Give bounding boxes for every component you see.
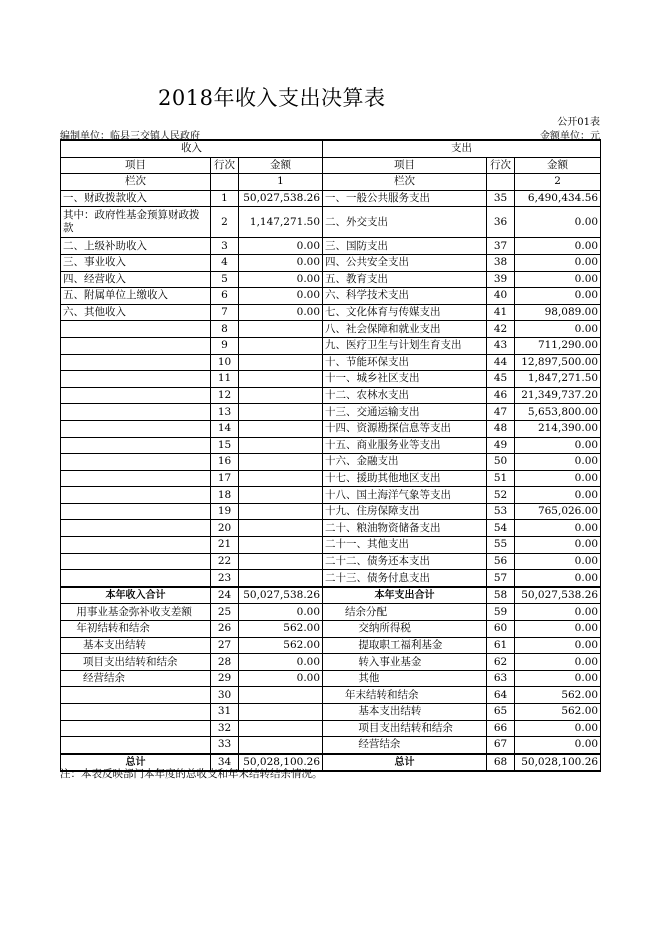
income-item	[61, 354, 211, 371]
income-amount: 0.00	[239, 670, 323, 687]
income-item: 项目支出结转和结余	[61, 654, 211, 671]
income-item	[61, 487, 211, 504]
expense-line-no: 47	[487, 404, 515, 421]
income-amount	[239, 404, 323, 421]
income-amount	[239, 704, 323, 721]
income-line-no: 31	[211, 704, 239, 721]
income-amount	[239, 470, 323, 487]
table-row	[61, 470, 601, 487]
income-line-no: 14	[211, 420, 239, 437]
expense-line-no: 53	[487, 503, 515, 520]
income-line-no: 18	[211, 487, 239, 504]
expense-item: 一、一般公共服务支出	[323, 190, 487, 207]
column-index-row	[61, 174, 601, 191]
table-row	[61, 670, 601, 687]
income-amount	[239, 321, 323, 338]
expense-section-header: 支出	[323, 140, 601, 157]
expense-line-no: 37	[487, 238, 515, 255]
expense-item: 十二、农林水支出	[323, 387, 487, 404]
expense-item: 转入事业基金	[323, 654, 487, 671]
table-row	[61, 720, 601, 737]
expense-item: 八、社会保障和就业支出	[323, 321, 487, 338]
income-amount	[239, 737, 323, 754]
expense-item: 十三、交通运输支出	[323, 404, 487, 421]
expense-item: 十、节能环保支出	[323, 354, 487, 371]
income-line-no: 6	[211, 288, 239, 305]
income-line-no: 25	[211, 604, 239, 621]
expense-line-no: 56	[487, 553, 515, 570]
expense-item: 三、国防支出	[323, 238, 487, 255]
expense-amount: 0.00	[515, 670, 601, 687]
income-amount: 50,028,100.26	[239, 754, 323, 772]
expense-line-no: 55	[487, 537, 515, 554]
expense-item: 结余分配	[323, 604, 487, 621]
income-line-no: 7	[211, 304, 239, 321]
expense-amount-header: 金额	[515, 157, 601, 174]
expense-item: 提取职工福利基金	[323, 637, 487, 654]
income-amount: 0.00	[239, 604, 323, 621]
income-amount: 0.00	[239, 271, 323, 288]
expense-item: 基本支出结转	[323, 704, 487, 721]
expense-item: 二十二、债务还本支出	[323, 553, 487, 570]
income-amount	[239, 687, 323, 704]
income-line-no: 3	[211, 238, 239, 255]
table-row	[61, 454, 601, 471]
income-item-header: 项目	[61, 157, 211, 174]
expense-amount: 5,653,800.00	[515, 404, 601, 421]
income-line-no: 15	[211, 437, 239, 454]
income-amount: 1,147,271.50	[239, 207, 323, 238]
expense-item: 本年支出合计	[323, 587, 487, 604]
expense-amount: 0.00	[515, 537, 601, 554]
expense-line-no: 39	[487, 271, 515, 288]
income-amount: 50,027,538.26	[239, 587, 323, 604]
income-amount	[239, 720, 323, 737]
expense-item: 交纳所得税	[323, 621, 487, 638]
expense-amount: 0.00	[515, 271, 601, 288]
income-col-index: 1	[239, 174, 323, 191]
income-amount: 0.00	[239, 654, 323, 671]
income-amount	[239, 487, 323, 504]
expense-col-label: 栏次	[323, 174, 487, 191]
income-item	[61, 387, 211, 404]
income-item	[61, 454, 211, 471]
expense-item: 二十、粮油物资储备支出	[323, 520, 487, 537]
income-item	[61, 553, 211, 570]
income-line-no: 28	[211, 654, 239, 671]
expense-line-no: 64	[487, 687, 515, 704]
table-row	[61, 704, 601, 721]
income-amount	[239, 570, 323, 587]
expense-amount: 12,897,500.00	[515, 354, 601, 371]
income-line-no: 19	[211, 503, 239, 520]
expense-item: 二、外交支出	[323, 207, 487, 238]
expense-line-no: 58	[487, 587, 515, 604]
expense-amount: 0.00	[515, 454, 601, 471]
expense-amount: 711,290.00	[515, 337, 601, 354]
expense-line-no: 59	[487, 604, 515, 621]
compiling-unit: 编制单位：临县三交镇人民政府	[60, 131, 200, 142]
expense-item: 十九、住房保障支出	[323, 503, 487, 520]
income-line-no: 30	[211, 687, 239, 704]
expense-amount: 50,028,100.26	[515, 754, 601, 772]
table-row	[61, 288, 601, 305]
table-row	[61, 621, 601, 638]
expense-item: 年末结转和结余	[323, 687, 487, 704]
income-item	[61, 520, 211, 537]
income-amount	[239, 537, 323, 554]
expense-item: 十一、城乡社区支出	[323, 371, 487, 388]
table-row	[61, 238, 601, 255]
expense-line-no: 49	[487, 437, 515, 454]
expense-line-no: 54	[487, 520, 515, 537]
amount-unit: 金额单位：元	[540, 131, 600, 142]
income-amount	[239, 503, 323, 520]
expense-amount: 0.00	[515, 207, 601, 238]
income-amount	[239, 454, 323, 471]
income-item: 基本支出结转	[61, 637, 211, 654]
expense-line-no: 61	[487, 637, 515, 654]
expense-line-no: 46	[487, 387, 515, 404]
income-amount: 0.00	[239, 254, 323, 271]
table-row	[61, 604, 601, 621]
income-expense-table	[60, 139, 601, 772]
income-line-no: 4	[211, 254, 239, 271]
income-line-no: 23	[211, 570, 239, 587]
expense-line-no: 38	[487, 254, 515, 271]
footnote: 注：本表反映部门本年度的总收支和年末结转结余情况。	[60, 768, 323, 780]
expense-amount: 0.00	[515, 321, 601, 338]
expense-amount: 214,390.00	[515, 420, 601, 437]
expense-line-no: 65	[487, 704, 515, 721]
column-header-row	[61, 157, 601, 174]
expense-line-no: 51	[487, 470, 515, 487]
expense-line-no: 36	[487, 207, 515, 238]
expense-line-no: 57	[487, 570, 515, 587]
income-section-header: 收入	[61, 140, 323, 157]
expense-line-no: 43	[487, 337, 515, 354]
section-header-row	[61, 140, 601, 157]
income-line-no: 11	[211, 371, 239, 388]
expense-amount: 562.00	[515, 687, 601, 704]
income-item	[61, 337, 211, 354]
expense-line-no: 42	[487, 321, 515, 338]
expense-amount: 765,026.00	[515, 503, 601, 520]
income-item: 四、经营收入	[61, 271, 211, 288]
table-row	[61, 254, 601, 271]
income-line-no: 2	[211, 207, 239, 238]
income-item: 用事业基金弥补收支差额	[61, 604, 211, 621]
expense-line-no: 52	[487, 487, 515, 504]
income-item	[61, 420, 211, 437]
income-line-no: 32	[211, 720, 239, 737]
income-item	[61, 371, 211, 388]
income-item	[61, 570, 211, 587]
income-line-no: 1	[211, 190, 239, 207]
table-row	[61, 190, 601, 207]
expense-amount: 0.00	[515, 254, 601, 271]
income-amount-header: 金额	[239, 157, 323, 174]
income-amount	[239, 387, 323, 404]
page-title: 2018年收入支出决算表	[158, 86, 386, 110]
income-line-no: 17	[211, 470, 239, 487]
expense-line-no: 50	[487, 454, 515, 471]
table-row	[61, 654, 601, 671]
income-line-no: 34	[211, 754, 239, 772]
income-amount: 0.00	[239, 288, 323, 305]
expense-item: 四、公共安全支出	[323, 254, 487, 271]
expense-amount: 0.00	[515, 238, 601, 255]
expense-line-no: 35	[487, 190, 515, 207]
expense-line-header: 行次	[487, 157, 515, 174]
table-row	[61, 637, 601, 654]
expense-amount: 0.00	[515, 553, 601, 570]
expense-amount: 0.00	[515, 604, 601, 621]
income-item: 二、上级补助收入	[61, 238, 211, 255]
table-row	[61, 437, 601, 454]
income-line-no: 33	[211, 737, 239, 754]
income-amount	[239, 354, 323, 371]
income-line-no: 26	[211, 621, 239, 638]
table-row	[61, 371, 601, 388]
expense-item-header: 项目	[323, 157, 487, 174]
income-amount	[239, 371, 323, 388]
expense-item: 二十三、债务付息支出	[323, 570, 487, 587]
expense-line-no: 68	[487, 754, 515, 772]
expense-item: 十七、援助其他地区支出	[323, 470, 487, 487]
income-amount	[239, 420, 323, 437]
table-row	[61, 207, 601, 238]
income-col-line-index	[211, 174, 239, 191]
income-amount: 0.00	[239, 238, 323, 255]
income-line-no: 5	[211, 271, 239, 288]
expense-line-no: 45	[487, 371, 515, 388]
expense-col-index: 2	[515, 174, 601, 191]
table-row	[61, 487, 601, 504]
income-line-no: 22	[211, 553, 239, 570]
expense-amount: 0.00	[515, 437, 601, 454]
income-item: 年初结转和结余	[61, 621, 211, 638]
income-line-no: 16	[211, 454, 239, 471]
expense-line-no: 62	[487, 654, 515, 671]
income-item: 经营结余	[61, 670, 211, 687]
expense-item: 经营结余	[323, 737, 487, 754]
income-line-no: 27	[211, 637, 239, 654]
income-line-no: 20	[211, 520, 239, 537]
income-item: 三、事业收入	[61, 254, 211, 271]
table-row	[61, 387, 601, 404]
expense-line-no: 60	[487, 621, 515, 638]
table-row	[61, 271, 601, 288]
income-amount: 562.00	[239, 621, 323, 638]
table-row	[61, 520, 601, 537]
expense-amount: 0.00	[515, 470, 601, 487]
income-item	[61, 321, 211, 338]
expense-amount: 0.00	[515, 570, 601, 587]
income-item	[61, 720, 211, 737]
income-item	[61, 704, 211, 721]
income-item	[61, 404, 211, 421]
expense-amount: 0.00	[515, 737, 601, 754]
income-amount	[239, 437, 323, 454]
income-amount	[239, 520, 323, 537]
expense-amount: 6,490,434.56	[515, 190, 601, 207]
expense-line-no: 41	[487, 304, 515, 321]
income-item	[61, 470, 211, 487]
income-line-no: 13	[211, 404, 239, 421]
income-amount: 50,027,538.26	[239, 190, 323, 207]
expense-item: 九、医疗卫生与计划生育支出	[323, 337, 487, 354]
income-item	[61, 737, 211, 754]
income-line-no: 9	[211, 337, 239, 354]
expense-item: 十八、国土海洋气象等支出	[323, 487, 487, 504]
expense-amount: 0.00	[515, 720, 601, 737]
expense-col-line-index	[487, 174, 515, 191]
income-item: 本年收入合计	[61, 587, 211, 604]
table-row	[61, 420, 601, 437]
income-item	[61, 537, 211, 554]
income-item: 一、财政拨款收入	[61, 190, 211, 207]
expense-line-no: 67	[487, 737, 515, 754]
income-item: 总计	[61, 754, 211, 772]
table-row	[61, 304, 601, 321]
income-item	[61, 503, 211, 520]
income-line-no: 21	[211, 537, 239, 554]
table-row	[61, 737, 601, 754]
expense-item: 十五、商业服务业等支出	[323, 437, 487, 454]
table-row	[61, 570, 601, 587]
expense-item: 总计	[323, 754, 487, 772]
expense-item: 十六、金融支出	[323, 454, 487, 471]
expense-item: 项目支出结转和结余	[323, 720, 487, 737]
income-item	[61, 687, 211, 704]
expense-amount: 21,349,737.20	[515, 387, 601, 404]
expense-amount: 98,089.00	[515, 304, 601, 321]
income-line-header: 行次	[211, 157, 239, 174]
expense-amount: 1,847,271.50	[515, 371, 601, 388]
form-number: 公开01表	[557, 117, 600, 128]
income-line-no: 24	[211, 587, 239, 604]
expense-amount: 0.00	[515, 520, 601, 537]
income-item: 六、其他收入	[61, 304, 211, 321]
table-row	[61, 687, 601, 704]
expense-line-no: 48	[487, 420, 515, 437]
income-amount: 0.00	[239, 304, 323, 321]
expense-item: 六、科学技术支出	[323, 288, 487, 305]
expense-amount: 50,027,538.26	[515, 587, 601, 604]
income-line-no: 10	[211, 354, 239, 371]
expense-item: 十四、资源勘探信息等支出	[323, 420, 487, 437]
expense-line-no: 66	[487, 720, 515, 737]
table-row	[61, 587, 601, 604]
expense-item: 二十一、其他支出	[323, 537, 487, 554]
expense-line-no: 40	[487, 288, 515, 305]
expense-line-no: 44	[487, 354, 515, 371]
income-col-label: 栏次	[61, 174, 211, 191]
income-amount	[239, 337, 323, 354]
income-line-no: 12	[211, 387, 239, 404]
expense-amount: 0.00	[515, 654, 601, 671]
expense-line-no: 63	[487, 670, 515, 687]
table-row	[61, 404, 601, 421]
table-row	[61, 503, 601, 520]
table-row	[61, 354, 601, 371]
income-amount	[239, 553, 323, 570]
income-item: 其中：政府性基金预算财政拨款	[61, 207, 211, 238]
table-row	[61, 337, 601, 354]
expense-item: 七、文化体育与传媒支出	[323, 304, 487, 321]
income-amount: 562.00	[239, 637, 323, 654]
expense-amount: 562.00	[515, 704, 601, 721]
table-row	[61, 537, 601, 554]
income-item: 五、附属单位上缴收入	[61, 288, 211, 305]
table-row	[61, 321, 601, 338]
table-row	[61, 553, 601, 570]
income-item	[61, 437, 211, 454]
expense-amount: 0.00	[515, 637, 601, 654]
expense-amount: 0.00	[515, 621, 601, 638]
expense-item: 其他	[323, 670, 487, 687]
income-line-no: 8	[211, 321, 239, 338]
expense-amount: 0.00	[515, 487, 601, 504]
income-line-no: 29	[211, 670, 239, 687]
expense-amount: 0.00	[515, 288, 601, 305]
expense-item: 五、教育支出	[323, 271, 487, 288]
